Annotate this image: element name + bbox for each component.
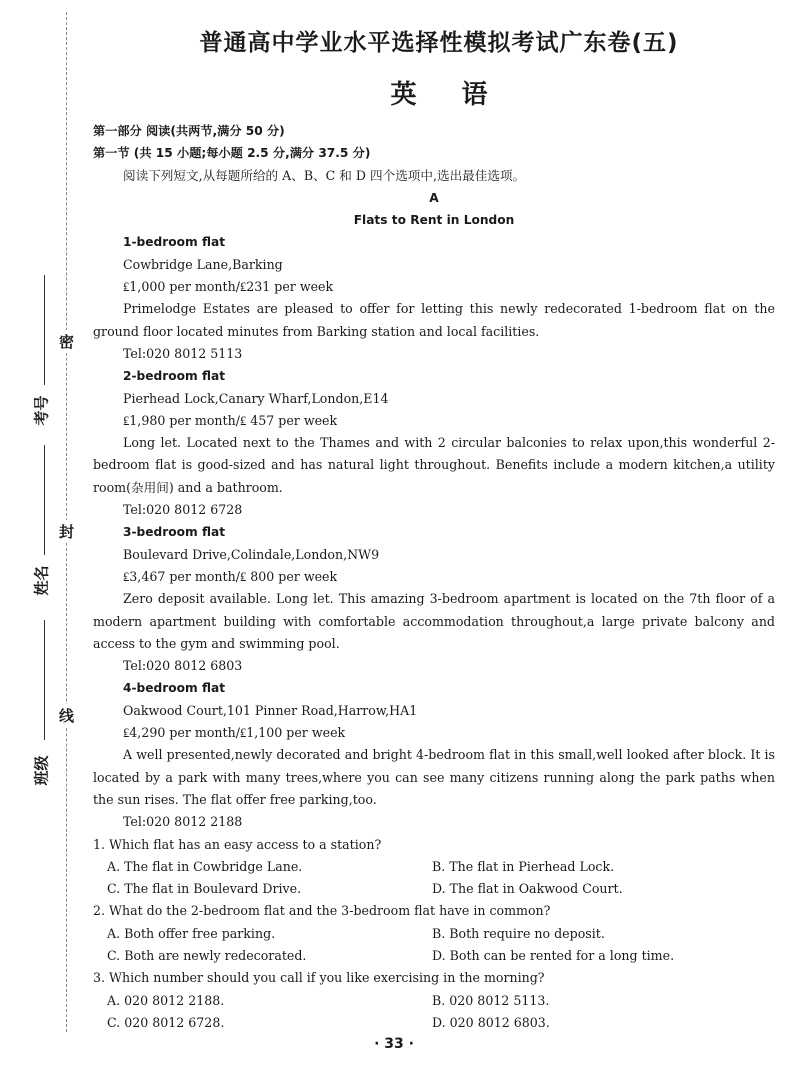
exam-content	[93, 120, 775, 1034]
question-3-options-row-2	[93, 1012, 775, 1034]
question-1-options-row-1	[93, 856, 775, 878]
flat-2-heading: 2-bedroom flat	[123, 369, 226, 384]
question-2-options-row-1	[93, 923, 775, 945]
question-2-option-d: D. Both can be rented for a long time.	[432, 947, 675, 963]
flat-2-description: Long let. Located next to the Thames and with 2 circular balconies to relax upon,this wonderful 2-bedroom flat is good-sized and has natural light throughout. Benefits include a modern kitchen,a utility room(杂用间) and a bathroom.	[93, 435, 775, 495]
question-3-stem: 3. Which number should you call if you like exercising in the morning?	[93, 970, 545, 986]
flat-3-address: Boulevard Drive,Colindale,London,NW9	[123, 546, 380, 562]
flat-4-address: Oakwood Court,101 Pinner Road,Harrow,HA1	[123, 702, 418, 718]
question-3-option-c: C. 020 8012 6728.	[107, 1014, 225, 1030]
section-heading: 第一节 (共 15 小题;每小题 2.5 分,满分 37.5 分)	[93, 146, 371, 161]
flat-4-heading: 4-bedroom flat	[123, 681, 226, 696]
flat-4-tel: Tel:020 8012 2188	[123, 814, 243, 830]
question-1-stem: 1. Which flat has an easy access to a station?	[93, 836, 382, 852]
name-label: 姓名	[32, 565, 51, 596]
question-2-option-a: A. Both offer free parking.	[107, 925, 276, 941]
flat-3-price: ₤3,467 per month/₤ 800 per week	[123, 568, 338, 584]
flat-2-tel: Tel:020 8012 6728	[123, 502, 243, 518]
question-3-option-d: D. 020 8012 6803.	[432, 1014, 550, 1030]
question-1-option-c: C. The flat in Boulevard Drive.	[107, 881, 302, 897]
question-3-option-b: B. 020 8012 5113.	[432, 992, 550, 1008]
flat-4-price: ₤4,290 per month/₤1,100 per week	[123, 725, 346, 741]
seal-char-feng: 封	[59, 520, 74, 543]
flat-1-heading: 1-bedroom flat	[123, 235, 226, 250]
name-blank	[44, 445, 45, 555]
flat-2-price: ₤1,980 per month/₤ 457 per week	[123, 412, 338, 428]
question-2-stem: 2. What do the 2-bedroom flat and the 3-bedroom flat have in common?	[93, 903, 551, 919]
subject-title: 英 语	[390, 80, 488, 110]
question-2-option-b: B. Both require no deposit.	[432, 925, 605, 941]
question-3-option-a: A. 020 8012 2188.	[107, 992, 225, 1008]
question-1-option-d: D. The flat in Oakwood Court.	[432, 881, 623, 897]
page-number: · 33 ·	[374, 1036, 414, 1052]
seal-char-mi: 密	[59, 330, 74, 353]
flat-1-address: Cowbridge Lane,Barking	[123, 256, 283, 272]
question-1-option-a: A. The flat in Cowbridge Lane.	[107, 858, 303, 874]
class-label: 班级	[32, 755, 51, 786]
exam-number-blank	[44, 275, 45, 385]
question-1-option-b: B. The flat in Pierhead Lock.	[432, 858, 615, 874]
question-1-options-row-2	[93, 878, 775, 900]
question-2-option-c: C. Both are newly redecorated.	[107, 947, 307, 963]
seal-char-xian: 线	[59, 704, 74, 727]
class-blank	[44, 620, 45, 740]
flat-3-heading: 3-bedroom flat	[123, 525, 226, 540]
question-2-options-row-2	[93, 945, 775, 967]
flat-1-price: ₤1,000 per month/₤231 per week	[123, 279, 334, 295]
part-heading: 第一部分 阅读(共两节,满分 50 分)	[93, 124, 285, 138]
passage-title: Flats to Rent in London	[353, 213, 515, 228]
exam-number-label: 考号	[32, 395, 51, 426]
flat-4-description: A well presented,newly decorated and bright 4-bedroom flat in this small,well looked after block. It is located by a park with many trees,where you can see many citizens running along the park paths when the sun rises. The flat offer free parking,too.	[93, 747, 775, 807]
passage-letter: A	[429, 190, 439, 205]
flat-3-description: Zero deposit available. Long let. This amazing 3-bedroom apartment is located on the 7th floor of a modern apartment building with comfortable accommodation throughout,a large private balcony and access to the gym and swimming pool.	[93, 591, 775, 651]
flat-1-description: Primelodge Estates are pleased to offer for letting this newly redecorated 1-bedroom flat on the ground floor located minutes from Barking station and local facilities.	[93, 301, 775, 339]
flat-3-tel: Tel:020 8012 6803	[123, 658, 243, 674]
question-3-options-row-1	[93, 990, 775, 1012]
flat-2-address: Pierhead Lock,Canary Wharf,London,E14	[123, 390, 389, 406]
exam-title: 普通高中学业水平选择性模拟考试广东卷(五)	[199, 30, 679, 56]
flat-1-tel: Tel:020 8012 5113	[123, 345, 243, 361]
instruction-text: 阅读下列短文,从每题所给的 A、B、C 和 D 四个选项中,选出最佳选项。	[123, 167, 526, 183]
